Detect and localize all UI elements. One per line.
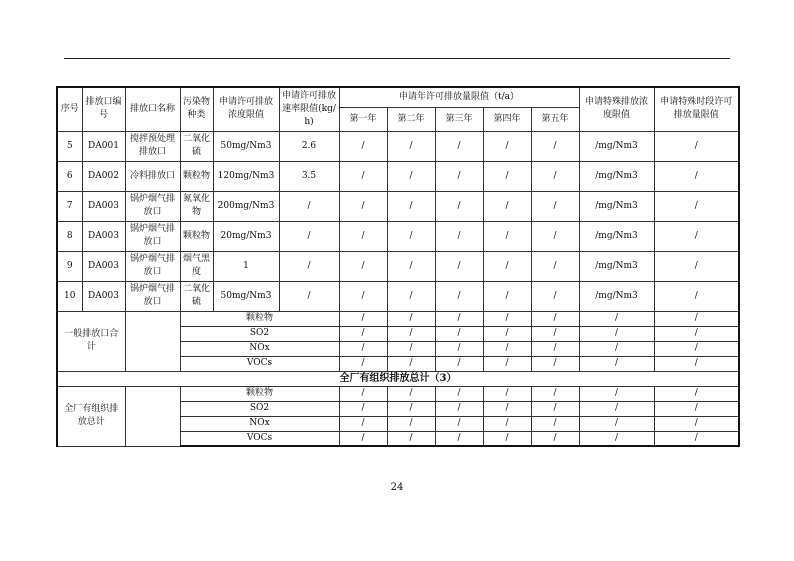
general-total-annual-cell: /	[435, 356, 483, 371]
special-conc-cell: /mg/Nm3	[579, 251, 654, 281]
outlet-name-cell: 冷料排放口	[125, 161, 180, 191]
special-period-cell: /	[654, 221, 739, 251]
special-period-cell: /	[654, 131, 739, 161]
annual-limit-cell: /	[435, 251, 483, 281]
conc-limit-cell: 200mg/Nm3	[213, 191, 279, 221]
general-total-annual-cell: /	[435, 311, 483, 326]
header-special-period: 申请特殊时段许可排放量限值	[654, 87, 739, 131]
plant-total-annual-cell: /	[387, 431, 435, 446]
plant-total-annual-cell: /	[483, 386, 531, 401]
outlet-name-cell: 锅炉烟气排放口	[125, 191, 180, 221]
header-rate-limit: 申请许可排放速率限值(kg/h)	[279, 87, 339, 131]
outlet-id-cell: DA003	[82, 281, 125, 311]
plant-total-annual-cell: /	[531, 386, 579, 401]
annual-limit-cell: /	[483, 131, 531, 161]
annual-limit-cell: /	[435, 281, 483, 311]
table-row	[57, 131, 739, 161]
general-total-special-conc: /	[579, 341, 654, 356]
rate-limit-cell: /	[279, 281, 339, 311]
header-seq: 序号	[57, 87, 82, 131]
annual-limit-cell: /	[531, 131, 579, 161]
conc-limit-cell: 50mg/Nm3	[213, 131, 279, 161]
table-row	[57, 281, 739, 311]
outlet-name-cell: 搅拌预处理排放口	[125, 131, 180, 161]
plant-total-annual-cell: /	[483, 416, 531, 431]
page-number: 24	[390, 482, 404, 493]
plant-total-pollutant: VOCs	[180, 431, 339, 446]
plant-total-special-conc: /	[579, 386, 654, 401]
general-total-annual-cell: /	[339, 326, 387, 341]
plant-total-annual-cell: /	[531, 401, 579, 416]
table-row	[57, 161, 739, 191]
annual-limit-cell: /	[387, 221, 435, 251]
special-conc-cell: /mg/Nm3	[579, 221, 654, 251]
plant-total-special-period: /	[654, 401, 739, 416]
outlet-id-cell: DA003	[82, 221, 125, 251]
plant-total-annual-cell: /	[435, 431, 483, 446]
plant-total-section-title: 全厂有组织排放总计（3）	[57, 371, 739, 386]
outlet-name-cell: 锅炉烟气排放口	[125, 281, 180, 311]
plant-total-annual-cell: /	[435, 386, 483, 401]
pollutant-cell: 氮氧化物	[180, 191, 213, 221]
general-total-annual-cell: /	[387, 356, 435, 371]
plant-total-annual-cell: /	[339, 401, 387, 416]
special-period-cell: /	[654, 281, 739, 311]
header-special-conc: 申请特殊排放浓度限值	[579, 87, 654, 131]
general-total-annual-cell: /	[339, 341, 387, 356]
annual-limit-cell: /	[435, 131, 483, 161]
seq-cell: 6	[57, 161, 82, 191]
rate-limit-cell: 2.6	[279, 131, 339, 161]
header-annual-group: 申请年许可排放量限值（t/a）	[339, 87, 579, 107]
general-total-special-conc: /	[579, 326, 654, 341]
plant-total-pollutant: NOx	[180, 416, 339, 431]
general-total-special-period: /	[654, 326, 739, 341]
general-total-annual-cell: /	[435, 326, 483, 341]
header-conc-limit: 申请许可排放浓度限值	[213, 87, 279, 131]
annual-limit-cell: /	[483, 161, 531, 191]
annual-limit-cell: /	[339, 191, 387, 221]
general-total-annual-cell: /	[339, 356, 387, 371]
annual-limit-cell: /	[483, 251, 531, 281]
plant-total-annual-cell: /	[387, 416, 435, 431]
plant-total-special-period: /	[654, 386, 739, 401]
conc-limit-cell: 120mg/Nm3	[213, 161, 279, 191]
header-year: 第三年	[435, 107, 483, 131]
header-outlet-id: 排放口编号	[82, 87, 125, 131]
header-year: 第一年	[339, 107, 387, 131]
general-total-annual-cell: /	[531, 356, 579, 371]
special-period-cell: /	[654, 251, 739, 281]
general-total-annual-cell: /	[387, 341, 435, 356]
general-total-label: 一般排放口合计	[57, 311, 125, 371]
general-total-special-conc: /	[579, 356, 654, 371]
annual-limit-cell: /	[531, 281, 579, 311]
table-row	[57, 251, 739, 281]
rate-limit-cell: /	[279, 251, 339, 281]
annual-limit-cell: /	[339, 281, 387, 311]
annual-limit-cell: /	[387, 251, 435, 281]
annual-limit-cell: /	[387, 131, 435, 161]
special-conc-cell: /mg/Nm3	[579, 161, 654, 191]
general-total-annual-cell: /	[387, 311, 435, 326]
outlet-id-cell: DA002	[82, 161, 125, 191]
plant-total-pollutant: 颗粒物	[180, 386, 339, 401]
annual-limit-cell: /	[339, 131, 387, 161]
pollutant-cell: 颗粒物	[180, 161, 213, 191]
header-year: 第四年	[483, 107, 531, 131]
top-rule	[64, 58, 730, 59]
plant-total-special-period: /	[654, 416, 739, 431]
general-total-pollutant: 颗粒物	[180, 311, 339, 326]
annual-limit-cell: /	[483, 191, 531, 221]
general-total-special-period: /	[654, 311, 739, 326]
plant-total-annual-cell: /	[387, 386, 435, 401]
annual-limit-cell: /	[387, 191, 435, 221]
general-total-blank	[125, 311, 180, 371]
special-conc-cell: /mg/Nm3	[579, 281, 654, 311]
annual-limit-cell: /	[531, 251, 579, 281]
pollutant-cell: 二氧化硫	[180, 281, 213, 311]
table-row	[57, 221, 739, 251]
plant-total-special-period: /	[654, 431, 739, 446]
plant-total-annual-cell: /	[387, 401, 435, 416]
general-total-annual-cell: /	[483, 356, 531, 371]
plant-total-annual-cell: /	[339, 431, 387, 446]
annual-limit-cell: /	[483, 281, 531, 311]
annual-limit-cell: /	[339, 251, 387, 281]
general-total-annual-cell: /	[531, 326, 579, 341]
general-total-annual-cell: /	[483, 311, 531, 326]
special-conc-cell: /mg/Nm3	[579, 131, 654, 161]
annual-limit-cell: /	[435, 221, 483, 251]
general-total-annual-cell: /	[339, 311, 387, 326]
annual-limit-cell: /	[387, 161, 435, 191]
rate-limit-cell: /	[279, 191, 339, 221]
conc-limit-cell: 50mg/Nm3	[213, 281, 279, 311]
special-conc-cell: /mg/Nm3	[579, 191, 654, 221]
annual-limit-cell: /	[435, 191, 483, 221]
seq-cell: 5	[57, 131, 82, 161]
table-row	[57, 191, 739, 221]
annual-limit-cell: /	[483, 221, 531, 251]
general-total-pollutant: SO2	[180, 326, 339, 341]
header-year: 第五年	[531, 107, 579, 131]
general-total-annual-cell: /	[531, 311, 579, 326]
rate-limit-cell: 3.5	[279, 161, 339, 191]
annual-limit-cell: /	[531, 191, 579, 221]
plant-total-label: 全厂有组织排放总计	[57, 386, 125, 446]
plant-total-annual-cell: /	[339, 386, 387, 401]
seq-cell: 9	[57, 251, 82, 281]
plant-total-blank	[125, 386, 180, 446]
seq-cell: 10	[57, 281, 82, 311]
special-period-cell: /	[654, 191, 739, 221]
seq-cell: 8	[57, 221, 82, 251]
annual-limit-cell: /	[435, 161, 483, 191]
annual-limit-cell: /	[387, 281, 435, 311]
pollutant-cell: 烟气黑度	[180, 251, 213, 281]
annual-limit-cell: /	[531, 221, 579, 251]
pollutant-cell: 颗粒物	[180, 221, 213, 251]
general-total-pollutant: VOCs	[180, 356, 339, 371]
outlet-id-cell: DA003	[82, 191, 125, 221]
plant-total-annual-cell: /	[435, 401, 483, 416]
outlet-name-cell: 锅炉烟气排放口	[125, 221, 180, 251]
rate-limit-cell: /	[279, 221, 339, 251]
outlet-name-cell: 锅炉烟气排放口	[125, 251, 180, 281]
annual-limit-cell: /	[531, 161, 579, 191]
plant-total-section-row	[57, 371, 739, 386]
plant-total-special-conc: /	[579, 416, 654, 431]
general-total-annual-cell: /	[483, 341, 531, 356]
plant-total-special-conc: /	[579, 401, 654, 416]
general-total-special-conc: /	[579, 311, 654, 326]
general-total-annual-cell: /	[387, 326, 435, 341]
plant-total-annual-cell: /	[531, 431, 579, 446]
emission-permit-table	[56, 86, 740, 447]
plant-total-pollutant: SO2	[180, 401, 339, 416]
general-total-annual-cell: /	[531, 341, 579, 356]
header-pollutant: 污染物种类	[180, 87, 213, 131]
outlet-id-cell: DA001	[82, 131, 125, 161]
general-total-annual-cell: /	[483, 326, 531, 341]
plant-total-special-conc: /	[579, 431, 654, 446]
pollutant-cell: 二氧化硫	[180, 131, 213, 161]
annual-limit-cell: /	[339, 161, 387, 191]
general-total-annual-cell: /	[435, 341, 483, 356]
seq-cell: 7	[57, 191, 82, 221]
conc-limit-cell: 20mg/Nm3	[213, 221, 279, 251]
conc-limit-cell: 1	[213, 251, 279, 281]
special-period-cell: /	[654, 161, 739, 191]
outlet-id-cell: DA003	[82, 251, 125, 281]
general-total-row	[57, 311, 739, 326]
header-outlet-name: 排放口名称	[125, 87, 180, 131]
plant-total-annual-cell: /	[339, 416, 387, 431]
plant-total-annual-cell: /	[435, 416, 483, 431]
plant-total-row	[57, 386, 739, 401]
plant-total-annual-cell: /	[483, 431, 531, 446]
general-total-special-period: /	[654, 341, 739, 356]
header-year: 第二年	[387, 107, 435, 131]
general-total-special-period: /	[654, 356, 739, 371]
annual-limit-cell: /	[339, 221, 387, 251]
general-total-pollutant: NOx	[180, 341, 339, 356]
plant-total-annual-cell: /	[483, 401, 531, 416]
plant-total-annual-cell: /	[531, 416, 579, 431]
